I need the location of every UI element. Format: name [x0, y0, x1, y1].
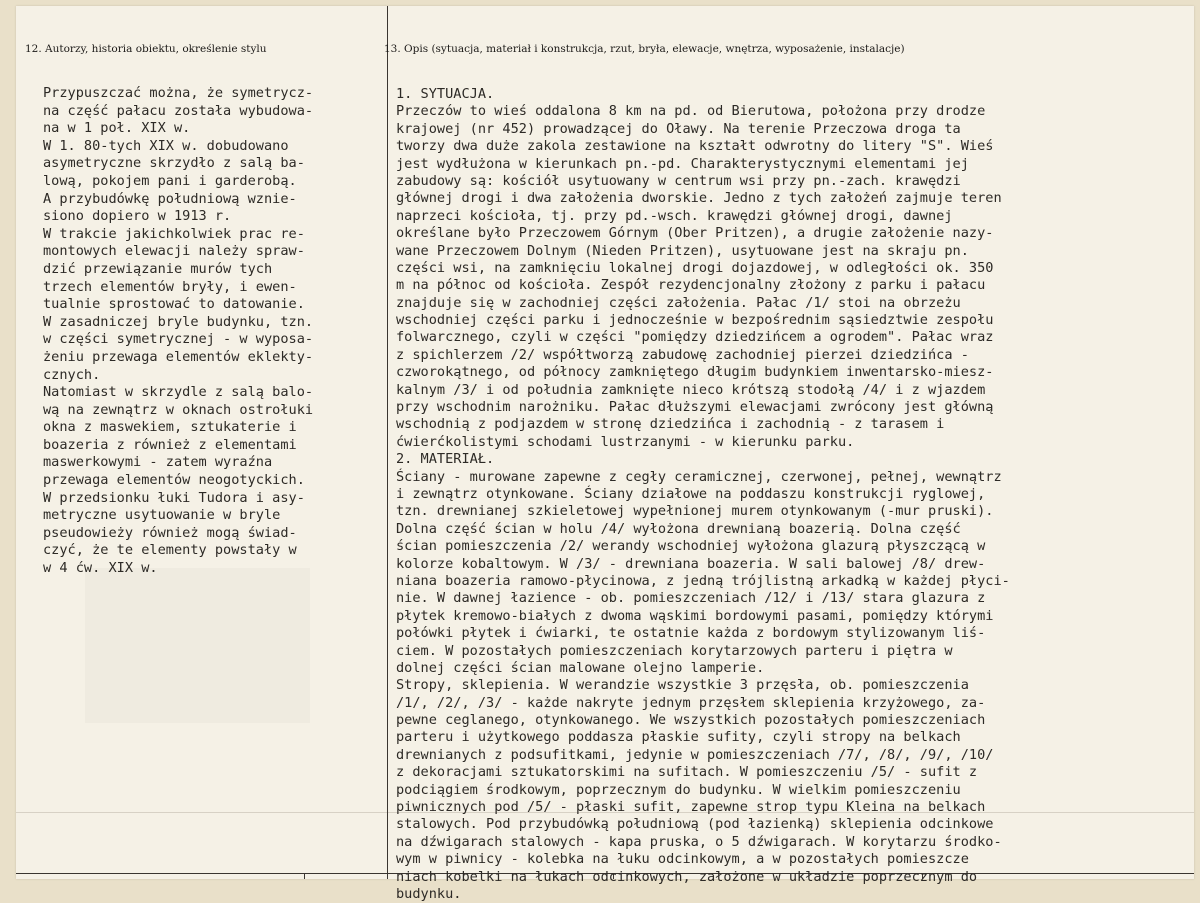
- history-text-line: montowych elewacji należy spraw-: [43, 243, 305, 260]
- history-text-column: [43, 85, 313, 578]
- description-text-line: czworokątnego, od północy zamkniętego długim budynkiem inwentarsko-miesz-: [396, 364, 994, 381]
- history-text-line: boazeria z również z elementami: [43, 436, 297, 453]
- description-text-line: niach kobelki na łukach odcinkowych, założone w układzie poprzecznym do: [396, 868, 978, 885]
- description-text-line: drewnianych z podsufitkami, jedynie w pomieszczeniach /7/, /8/, /9/, /10/: [396, 746, 994, 763]
- description-text-line: dolnej części ścian malowane olejno lamperie.: [396, 659, 765, 676]
- description-text-line: przy wschodnim narożniku. Pałac dłuższymi elewacjami zwrócony jest główną: [396, 399, 994, 416]
- description-text-line: z dekoracjami sztukatorskimi na sufitach. W pomieszczeniu /5/ - sufit z: [396, 764, 978, 781]
- faded-photo-area: [85, 568, 310, 723]
- description-text-line: ścian pomieszczenia /2/ werandy wschodniej wyłożona glazurą płyszczącą w: [396, 538, 986, 555]
- history-text-line: dzić przewiązanie murów tych: [43, 260, 273, 277]
- history-text-line: w 4 ćw. XIX w.: [43, 560, 158, 577]
- description-text-line: budynku.: [396, 885, 462, 902]
- description-text-line: płytek kremowo-białych z dwoma wąskimi bordowymi pasami, pomiędzy którymi: [396, 607, 994, 624]
- description-text-line: parteru i użytkowego poddasza płaskie sufity, czyli stropy na belkach: [396, 729, 961, 746]
- history-text-line: metryczne usytuowanie w bryle: [43, 507, 281, 524]
- description-text-line: z spichlerzem /2/ współtworzą zabudowę zachodniej pierzei dziedzińca -: [396, 346, 969, 363]
- history-text-line: maswerkowymi - zatem wyraźna: [43, 454, 273, 471]
- history-text-line: okna z maswekiem, sztukaterie i: [43, 419, 297, 436]
- description-text-line: wschodnią z podjazdem w stronę dziedzińca i zachodnią - z tarasem i: [396, 416, 945, 433]
- description-text-line: 1. SYTUACJA.: [396, 86, 495, 102]
- history-text-line: Natomiast w skrzydle z salą balo-: [43, 384, 314, 401]
- description-text-line: wschodniej części parku i jednocześnie w bezpośrednim sąsiedztwie zespołu: [396, 312, 994, 329]
- description-text-line: /1/, /2/, /3/ - każde nakryte jednym przęsłem sklepienia krzyżowego, za-: [396, 694, 986, 711]
- description-text-line: Przeczów to wieś oddalona 8 km na pd. od Bierutowa, położona przy drodze: [396, 103, 986, 120]
- description-text-line: tzn. drewnianej szkieletowej wypełnionej murem otynkowanym (-mur pruski).: [396, 503, 994, 520]
- description-text-line: Stropy, sklepienia. W werandzie wszystkie 3 przęsła, ob. pomieszczenia: [396, 677, 969, 694]
- history-text-line: żeniu przewaga elementów eklekty-: [43, 348, 314, 365]
- history-text-line: trzech elementów bryły, i ewen-: [43, 278, 297, 295]
- description-text-line: pewne ceglanego, otynkowanego. We wszystkich pozostałych pomieszczeniach: [396, 712, 986, 729]
- description-text-line: podciągiem środkowym, poprzecznym do budynku. W wielkim pomieszczeniu: [396, 781, 961, 798]
- history-text-line: W trakcie jakichkolwiek prac re-: [43, 225, 305, 242]
- section-13-header: 13. Opis (sytuacja, materiał i konstrukcja, rzut, bryła, elewacje, wnętrza, wyposażenie, instalacje): [384, 43, 905, 55]
- description-text-line: naprzeci kościoła, tj. przy pd.-wsch. krawędzi głównej drogi, dawnej: [396, 207, 953, 224]
- description-text-line: wane Przeczowem Dolnym (Nieden Pritzen), usytuowane jest na skraju pn.: [396, 242, 969, 259]
- history-text-line: lową, pokojem pani i garderobą.: [43, 172, 297, 189]
- history-text-line: wą na zewnątrz w oknach ostrołuki: [43, 401, 314, 418]
- description-text-line: ciem. W pozostałych pomieszczeniach korytarzowych parteru i piętra w: [396, 642, 953, 659]
- description-text-line: wym w piwnicy - kolebka na łuku odcinkowym, a w pozostałych pomieszcze: [396, 851, 969, 868]
- description-text-line: określane było Przeczowem Górnym (Ober Pritzen), a drugie założenie nazy-: [396, 225, 994, 242]
- bottom-tick: [304, 873, 305, 879]
- description-text-line: krajowej (nr 452) prowadzącej do Oławy. Na terenie Przeczowa droga ta: [396, 120, 961, 137]
- description-text-line: kalnym /3/ i od południa zamknięte nieco krótszą stodołą /4/ i z wjazdem: [396, 381, 986, 398]
- description-text-line: Ściany - murowane zapewne z cegły ceramicznej, czerwonej, pełnej, wewnątrz: [396, 468, 1002, 485]
- history-text-line: na część pałacu została wybudowa-: [43, 102, 314, 119]
- history-text-line: A przybudówkę południową wznie-: [43, 190, 297, 207]
- form-sheet: [16, 6, 1194, 902]
- description-text-line: części wsi, na zamknięciu lokalnej drogi dojazdowej, w odległości ok. 350: [396, 259, 994, 276]
- history-text-line: przewaga elementów neogotyckich.: [43, 472, 305, 489]
- description-text-line: głównej drogi i dwa założenia dworskie. Jedno z tych założeń zajmuje teren: [396, 190, 1002, 207]
- history-text-line: W zasadniczej bryle budynku, tzn.: [43, 313, 314, 330]
- description-text-line: folwarcznego, czyli w części "pomiędzy dziedzińcem a ogrodem". Pałac wraz: [396, 329, 994, 346]
- description-text-line: m na północ od kościoła. Zespół rezydencjonalny złożony z parku i pałacu: [396, 277, 986, 294]
- history-text-line: tualnie sprostować to datowanie.: [43, 296, 305, 313]
- description-text-line: na dźwigarach stalowych - kapa pruska, o 5 dźwigarach. W korytarzu środko-: [396, 833, 1002, 850]
- history-text-line: czyć, że te elementy powstały w: [43, 542, 297, 559]
- history-text-line: asymetryczne skrzydło z salą ba-: [43, 155, 305, 172]
- description-text-line: tworzy dwa duże zakola zestawione na kształt odwrotny do litery "S". Wieś: [396, 138, 994, 155]
- description-text-line: połówki płytek i ćwiarki, te ostatnie każda z bordowym stylizowanym liś-: [396, 625, 986, 642]
- description-text-line: Dolna część ścian w holu /4/ wyłożona drewnianą boazerią. Dolna część: [396, 520, 961, 537]
- description-text-line: zabudowy są: kościół usytuowany w centrum wsi przy pn.-zach. krawędzi: [396, 172, 961, 189]
- description-text-line: piwnicznych pod /5/ - płaski sufit, zapewne strop typu Kleina na belkach: [396, 799, 986, 816]
- history-text-line: pseudowieży również mogą świad-: [43, 524, 297, 541]
- description-text-line: znajduje się w zachodniej części założenia. Pałac /1/ stoi na obrzeżu: [396, 294, 961, 311]
- description-text-column: [396, 86, 1010, 903]
- description-text-line: jest wydłużona w kierunkach pn.-pd. Charakterystycznymi elementami jej: [396, 155, 969, 172]
- history-text-line: W przedsionku łuki Tudora i asy-: [43, 489, 305, 506]
- description-text-line: niana boazeria ramowo-płycinowa, z jedną trójlistną arkadką w każdej płyci-: [396, 572, 1010, 589]
- history-text-line: Przypuszczać można, że symetrycz-: [43, 85, 314, 101]
- history-text-line: W 1. 80-tych XIX w. dobudowano: [43, 137, 289, 154]
- section-12-header: 12. Autorzy, historia obiektu, określenie stylu: [25, 43, 267, 55]
- description-text-line: ćwierćkolistymi schodami lustrzanymi - w kierunku parku.: [396, 433, 855, 450]
- description-text-line: kolorze kobaltowym. W /3/ - drewniana boazeria. W sali balowej /8/ drew-: [396, 555, 986, 572]
- history-text-line: w części symetrycznej - w wyposa-: [43, 331, 314, 348]
- history-text-line: cznych.: [43, 366, 101, 383]
- column-divider: [387, 6, 388, 879]
- description-text-line: stalowych. Pod przybudówką południową (pod łazienką) sklepienia odcinkowe: [396, 816, 994, 833]
- description-text-line: i zewnątrz otynkowane. Ściany działowe na poddaszu konstrukcji ryglowej,: [396, 485, 986, 502]
- history-text-line: na w 1 poł. XIX w.: [43, 120, 191, 137]
- history-text-line: siono dopiero w 1913 r.: [43, 208, 232, 225]
- description-text-line: nie. W dawnej łazience - ob. pomieszczeniach /12/ i /13/ stara glazura z: [396, 590, 986, 607]
- description-text-line: 2. MATERIAŁ.: [396, 451, 495, 468]
